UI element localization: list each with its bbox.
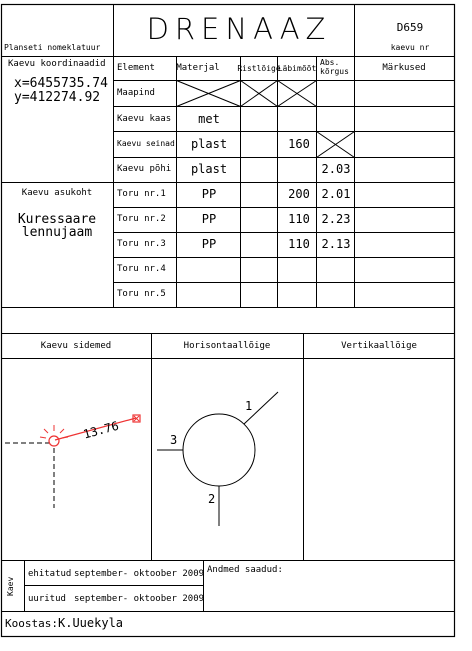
page-title: DRENAAZ [146, 12, 332, 46]
well-number: D659 [396, 21, 424, 34]
row-height: 2.23 [321, 212, 351, 226]
row-element: Toru nr.4 [117, 264, 166, 274]
pipe-label-3: 3 [170, 433, 178, 447]
section-connections: Kaevu sidemed [40, 341, 112, 351]
header-element: Element [117, 63, 155, 73]
built-value: september- oktoober 2009 [74, 569, 205, 579]
section-vertical: Vertikaallõige [341, 341, 417, 351]
row-element: Kaevu seinad [117, 139, 175, 148]
header-abs-height-1: Abs. [320, 58, 340, 67]
coordinate-y: y=412274.92 [14, 90, 101, 105]
location-label: Kaevu asukoht [21, 188, 93, 198]
plan-nomenclature-label: Planseti nomeklatuur [4, 43, 101, 52]
row-material: PP [201, 237, 217, 251]
row-diameter: 200 [288, 187, 310, 201]
row-material: met [198, 112, 220, 126]
connection-distance: 13.76 [81, 418, 121, 442]
row-height: 2.13 [321, 237, 351, 251]
header-material: Materjal [176, 63, 220, 73]
row-material: plast [190, 137, 228, 151]
pipe-label-2: 2 [208, 492, 216, 506]
row-element: Kaevu põhi [117, 164, 172, 174]
header-cross-section: Ristlõige [237, 64, 281, 73]
horizontal-section-sketch [157, 392, 278, 526]
built-label: ehitatud [28, 569, 72, 579]
coordinate-x: x=6455735.74 [14, 76, 108, 91]
row-element: Kaevu kaas [117, 114, 172, 124]
data-from-label: Andmed saadud: [207, 565, 283, 575]
surveyed-value: september- oktoober 2009 [74, 594, 205, 604]
row-diameter: 110 [288, 212, 310, 226]
row-element: Toru nr.2 [117, 214, 166, 224]
pipe-label-1: 1 [245, 399, 253, 413]
surveyed-label: uuritud [28, 594, 66, 604]
header-abs-height-2: kõrgus [320, 67, 349, 76]
row-element: Toru nr.1 [117, 189, 166, 199]
row-height: 2.03 [321, 162, 351, 176]
row-element: Toru nr.5 [117, 289, 166, 299]
well-number-label: kaevu nr [390, 43, 430, 52]
row-element: Toru nr.3 [117, 239, 166, 249]
compiled-value: K.Uuekyla [58, 616, 124, 630]
row-material: plast [190, 162, 228, 176]
row-material: PP [201, 212, 217, 226]
header-diameter: Läbimõõt [277, 64, 317, 73]
compiled-label: Koostas: [5, 617, 58, 630]
location-value-line1: Kuressaare [17, 212, 97, 227]
row-material: PP [201, 187, 217, 201]
footer-side-label: Kaev [6, 576, 15, 596]
header-notes: Märkused [382, 63, 426, 73]
row-diameter: 110 [288, 237, 310, 251]
connections-sketch [5, 415, 140, 508]
section-horizontal: Horisontaallõige [183, 341, 271, 351]
location-value-line2: lennujaam [21, 225, 93, 240]
row-element: Maapind [117, 88, 155, 98]
coordinates-label: Kaevu koordinaadid [8, 59, 106, 69]
row-diameter: 160 [288, 137, 310, 151]
row-height: 2.01 [321, 187, 351, 201]
